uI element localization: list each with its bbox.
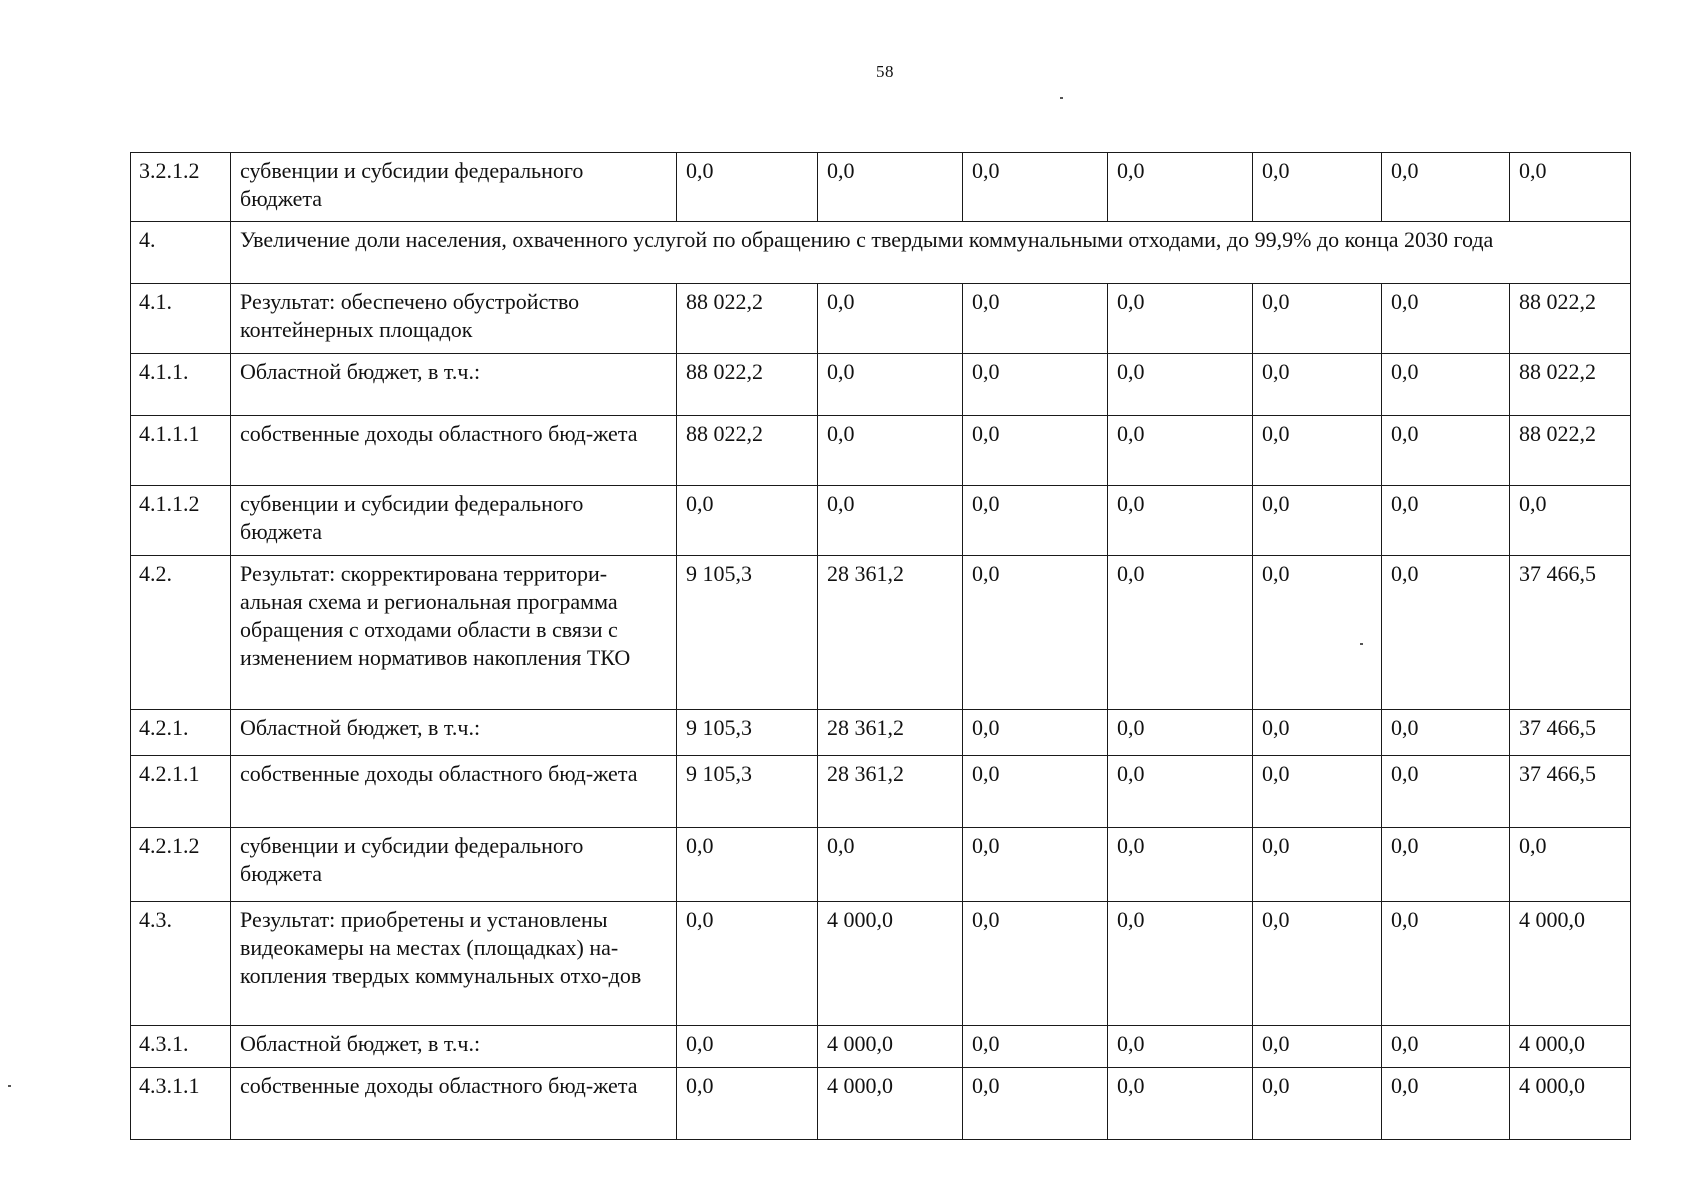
value-cell: 0,0 bbox=[818, 416, 963, 486]
table-row bbox=[131, 354, 1631, 416]
table-row bbox=[131, 756, 1631, 828]
table-row bbox=[131, 416, 1631, 486]
value-cell: 0,0 bbox=[1108, 153, 1253, 222]
value-cell: 0,0 bbox=[1382, 828, 1510, 902]
value-cell: 0,0 bbox=[1108, 710, 1253, 756]
total-value-cell: 88 022,2 bbox=[1510, 354, 1631, 416]
row-number-cell: 4.1. bbox=[131, 284, 231, 354]
value-cell: 0,0 bbox=[677, 486, 818, 556]
row-number-cell: 4. bbox=[131, 222, 231, 284]
total-value-cell: 0,0 bbox=[1510, 828, 1631, 902]
row-number-cell: 4.2.1.1 bbox=[131, 756, 231, 828]
row-description-cell: собственные доходы областного бюд-жета bbox=[231, 1068, 677, 1140]
value-cell: 0,0 bbox=[1253, 416, 1382, 486]
value-cell: 0,0 bbox=[1108, 354, 1253, 416]
value-cell: 4 000,0 bbox=[818, 902, 963, 1026]
value-cell: 9 105,3 bbox=[677, 556, 818, 710]
value-cell: 28 361,2 bbox=[818, 756, 963, 828]
total-value-cell: 0,0 bbox=[1510, 153, 1631, 222]
table-row bbox=[131, 902, 1631, 1026]
row-description-cell: Областной бюджет, в т.ч.: bbox=[231, 1026, 677, 1068]
row-number-cell: 4.2. bbox=[131, 556, 231, 710]
table-row bbox=[131, 1068, 1631, 1140]
value-cell: 28 361,2 bbox=[818, 710, 963, 756]
value-cell: 0,0 bbox=[1108, 756, 1253, 828]
total-value-cell: 0,0 bbox=[1510, 486, 1631, 556]
value-cell: 0,0 bbox=[677, 828, 818, 902]
total-value-cell: 37 466,5 bbox=[1510, 710, 1631, 756]
row-description-cell: собственные доходы областного бюд-жета bbox=[231, 756, 677, 828]
row-description-cell: Результат: приобретены и установлены видеокамеры на местах (площадках) на-копления твердых коммунальных отхо-дов bbox=[231, 902, 677, 1026]
value-cell: 0,0 bbox=[1108, 1026, 1253, 1068]
goal-description-cell: Увеличение доли населения, охваченного услугой по обращению с твердыми коммунальными отходами, до 99,9% до конца 2030 года bbox=[231, 222, 1631, 284]
value-cell: 0,0 bbox=[963, 486, 1108, 556]
value-cell: 4 000,0 bbox=[818, 1026, 963, 1068]
value-cell: 0,0 bbox=[963, 354, 1108, 416]
row-description-cell: собственные доходы областного бюд-жета bbox=[231, 416, 677, 486]
value-cell: 0,0 bbox=[1108, 556, 1253, 710]
value-cell: 0,0 bbox=[1382, 486, 1510, 556]
value-cell: 0,0 bbox=[1108, 416, 1253, 486]
value-cell: 0,0 bbox=[1253, 153, 1382, 222]
row-number-cell: 4.3.1.1 bbox=[131, 1068, 231, 1140]
total-value-cell: 4 000,0 bbox=[1510, 902, 1631, 1026]
total-value-cell: 88 022,2 bbox=[1510, 416, 1631, 486]
row-description-cell: Областной бюджет, в т.ч.: bbox=[231, 710, 677, 756]
value-cell: 0,0 bbox=[677, 1068, 818, 1140]
row-number-cell: 3.2.1.2 bbox=[131, 153, 231, 222]
value-cell: 0,0 bbox=[818, 284, 963, 354]
value-cell: 9 105,3 bbox=[677, 756, 818, 828]
value-cell: 9 105,3 bbox=[677, 710, 818, 756]
value-cell: 0,0 bbox=[1253, 486, 1382, 556]
value-cell: 0,0 bbox=[963, 153, 1108, 222]
value-cell: 4 000,0 bbox=[818, 1068, 963, 1140]
table-row bbox=[131, 556, 1631, 710]
value-cell: 0,0 bbox=[1108, 828, 1253, 902]
scan-speck bbox=[1360, 643, 1363, 645]
row-description-cell: субвенции и субсидии федерального бюджета bbox=[231, 828, 677, 902]
page-number: 58 bbox=[876, 62, 894, 81]
value-cell: 0,0 bbox=[1108, 902, 1253, 1026]
row-description-cell: Областной бюджет, в т.ч.: bbox=[231, 354, 677, 416]
table-row bbox=[131, 222, 1631, 284]
value-cell: 0,0 bbox=[1253, 1026, 1382, 1068]
value-cell: 0,0 bbox=[818, 153, 963, 222]
row-number-cell: 4.1.1.2 bbox=[131, 486, 231, 556]
value-cell: 0,0 bbox=[963, 710, 1108, 756]
value-cell: 0,0 bbox=[1253, 1068, 1382, 1140]
total-value-cell: 4 000,0 bbox=[1510, 1068, 1631, 1140]
value-cell: 0,0 bbox=[1382, 354, 1510, 416]
value-cell: 0,0 bbox=[1382, 902, 1510, 1026]
value-cell: 0,0 bbox=[818, 486, 963, 556]
table-row bbox=[131, 710, 1631, 756]
row-number-cell: 4.2.1. bbox=[131, 710, 231, 756]
value-cell: 0,0 bbox=[963, 416, 1108, 486]
value-cell: 0,0 bbox=[1253, 354, 1382, 416]
row-description-cell: субвенции и субсидии федерального бюджета bbox=[231, 153, 677, 222]
value-cell: 0,0 bbox=[818, 354, 963, 416]
value-cell: 0,0 bbox=[1382, 153, 1510, 222]
value-cell: 0,0 bbox=[963, 756, 1108, 828]
value-cell: 0,0 bbox=[1108, 1068, 1253, 1140]
scan-speck bbox=[8, 1085, 11, 1087]
value-cell: 0,0 bbox=[963, 1026, 1108, 1068]
value-cell: 0,0 bbox=[1382, 416, 1510, 486]
table-row bbox=[131, 153, 1631, 222]
total-value-cell: 4 000,0 bbox=[1510, 1026, 1631, 1068]
value-cell: 0,0 bbox=[1382, 556, 1510, 710]
value-cell: 0,0 bbox=[963, 1068, 1108, 1140]
row-number-cell: 4.1.1. bbox=[131, 354, 231, 416]
value-cell: 0,0 bbox=[1253, 756, 1382, 828]
budget-table bbox=[130, 152, 1631, 1140]
value-cell: 0,0 bbox=[1253, 710, 1382, 756]
table-row bbox=[131, 284, 1631, 354]
scan-speck bbox=[1060, 97, 1063, 99]
value-cell: 0,0 bbox=[1382, 1068, 1510, 1140]
value-cell: 0,0 bbox=[1108, 284, 1253, 354]
value-cell: 0,0 bbox=[1253, 556, 1382, 710]
value-cell: 0,0 bbox=[1253, 902, 1382, 1026]
value-cell: 0,0 bbox=[818, 828, 963, 902]
row-description-cell: субвенции и субсидии федерального бюджета bbox=[231, 486, 677, 556]
value-cell: 0,0 bbox=[1253, 828, 1382, 902]
total-value-cell: 88 022,2 bbox=[1510, 284, 1631, 354]
row-number-cell: 4.2.1.2 bbox=[131, 828, 231, 902]
value-cell: 0,0 bbox=[677, 902, 818, 1026]
value-cell: 0,0 bbox=[1253, 284, 1382, 354]
row-number-cell: 4.1.1.1 bbox=[131, 416, 231, 486]
value-cell: 28 361,2 bbox=[818, 556, 963, 710]
value-cell: 88 022,2 bbox=[677, 354, 818, 416]
value-cell: 0,0 bbox=[677, 153, 818, 222]
value-cell: 0,0 bbox=[1382, 284, 1510, 354]
total-value-cell: 37 466,5 bbox=[1510, 756, 1631, 828]
value-cell: 0,0 bbox=[963, 828, 1108, 902]
value-cell: 0,0 bbox=[963, 556, 1108, 710]
value-cell: 0,0 bbox=[1382, 756, 1510, 828]
row-description-cell: Результат: обеспечено обустройство контейнерных площадок bbox=[231, 284, 677, 354]
value-cell: 0,0 bbox=[1108, 486, 1253, 556]
row-description-cell: Результат: скорректирована территори-альная схема и региональная программа обращения с отходами области в связи с изменением нормативов накопления ТКО bbox=[231, 556, 677, 710]
row-number-cell: 4.3. bbox=[131, 902, 231, 1026]
value-cell: 88 022,2 bbox=[677, 284, 818, 354]
value-cell: 0,0 bbox=[677, 1026, 818, 1068]
row-number-cell: 4.3.1. bbox=[131, 1026, 231, 1068]
value-cell: 0,0 bbox=[1382, 1026, 1510, 1068]
value-cell: 0,0 bbox=[963, 902, 1108, 1026]
table-row bbox=[131, 828, 1631, 902]
value-cell: 88 022,2 bbox=[677, 416, 818, 486]
value-cell: 0,0 bbox=[1382, 710, 1510, 756]
value-cell: 0,0 bbox=[963, 284, 1108, 354]
total-value-cell: 37 466,5 bbox=[1510, 556, 1631, 710]
table-row bbox=[131, 1026, 1631, 1068]
table-row bbox=[131, 486, 1631, 556]
